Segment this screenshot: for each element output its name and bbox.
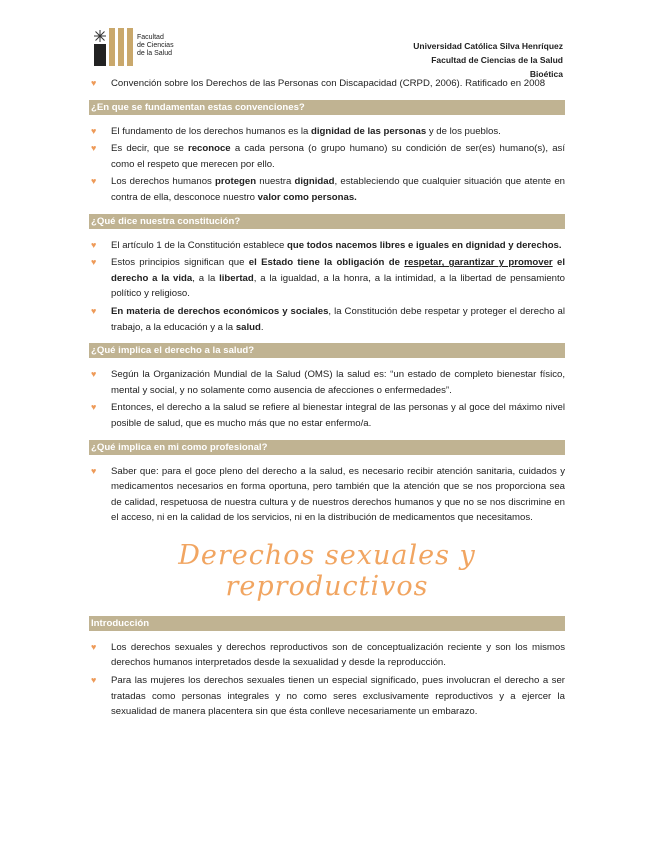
list-item: ♥ Es decir, que se reconoce a cada persona (o grupo humano) su condición de ser(es) humano(s), así como el respeto que merecen por ello.: [91, 143, 565, 170]
section-heading: ¿Qué dice nuestra constitución?: [89, 214, 565, 229]
heart-icon: ♥: [91, 675, 97, 686]
decorative-title: Derechos sexuales y reproductivos: [178, 539, 476, 602]
list-item: ♥ Los derechos sexuales y derechos reproductivos son de conceptualización reciente y son los mismos derechos humanos interpretados desde la sexualidad y desde la reproducción.: [91, 641, 565, 669]
document-body: [89, 76, 565, 722]
logo-line-1: Facultad: [137, 34, 164, 41]
list-item: ♥ Los derechos humanos protegen nuestra dignidad, estableciendo que cualquier situación que atente en contra de ella, desconoce nuestro valor como personas.: [91, 176, 565, 203]
list-item: ♥ El artículo 1 de la Constitución establece que todos nacemos libres e iguales en dignidad y derechos.: [89, 238, 565, 254]
heart-icon: ♥: [91, 402, 97, 413]
faculty-name: Facultad de Ciencias de la Salud: [431, 55, 563, 65]
list-item: ♥ Convención sobre los Derechos de las Personas con Discapacidad (CRPD, 2006). Ratificado en 2008: [89, 76, 565, 92]
list-item: ♥ El fundamento de los derechos humanos es la dignidad de las personas y de los pueblos.: [89, 124, 565, 140]
course-name: Bioética: [529, 69, 563, 79]
heart-icon: ♥: [91, 125, 97, 136]
heart-icon: ♥: [91, 176, 97, 187]
section-heading: Introducción: [89, 616, 565, 631]
heart-icon: ♥: [91, 78, 97, 88]
heart-icon: ♥: [91, 369, 97, 380]
list-item: ♥ En materia de derechos económicos y sociales, la Constitución debe respetar y proteger el derecho al trabajo, a la educación y a la salud.: [91, 305, 565, 333]
heart-icon: ♥: [91, 465, 97, 476]
logo-line-2: de Ciencias: [137, 42, 174, 49]
heart-icon: ♥: [91, 143, 97, 154]
list-item: ♥ Según la Organización Mundial de la Salud (OMS) la salud es: “un estado de completo bienestar físico, mental y social, y no solamente como ausencia de afecciones o enfermedades”.: [91, 369, 565, 396]
list-item: ♥ Para las mujeres los derechos sexuales tienen un especial significado, pues involucran el derecho a ser tratadas como personas integrales y no como seres exclusivamente reproductivos y a ejercer la sexualidad de manera placentera sin que ésta conlleve necesariamente un embarazo.: [91, 675, 565, 718]
logo-line-3: de la Salud: [137, 50, 173, 57]
section-heading: ¿Qué implica en mi como profesional?: [89, 440, 565, 455]
document-header: [413, 39, 563, 81]
university-name: Universidad Católica Silva Henríquez: [413, 41, 563, 51]
list-item: ♥ Estos principios significan que el Estado tiene la obligación de respetar, garantizar y promover el derecho a la vida, a la libertad, a la igualdad, a la honra, a la intimidad, a la libertad de pensamiento político y religioso.: [91, 257, 566, 300]
section-heading: ¿Qué implica el derecho a la salud?: [89, 343, 565, 358]
heart-icon: ♥: [91, 239, 97, 250]
list-item: ♥ Saber que: para el goce pleno del derecho a la salud, es necesario recibir atención sanitaria, cuidados y medicamentos necesarios en forma oportuna, pero también que la atención que se nos proporciona sea de calidad, respetuosa de nuestra cultura y de nuestros derechos humanos y que no se nos discrimine en el acceso, ni en la calidad de los servicios, ni en la distribución de medicamentos que necesitamos.: [91, 465, 565, 524]
heart-icon: ♥: [91, 305, 97, 316]
section-heading: ¿En que se fundamentan estas convenciones?: [89, 100, 565, 115]
heart-icon: ♥: [91, 641, 97, 652]
list-item: ♥ Entonces, el derecho a la salud se refiere al bienestar integral de las personas y al goce del máximo nivel posible de salud, que es mucho más que no estar enfermo/a.: [91, 402, 565, 429]
heart-icon: ♥: [91, 257, 97, 268]
